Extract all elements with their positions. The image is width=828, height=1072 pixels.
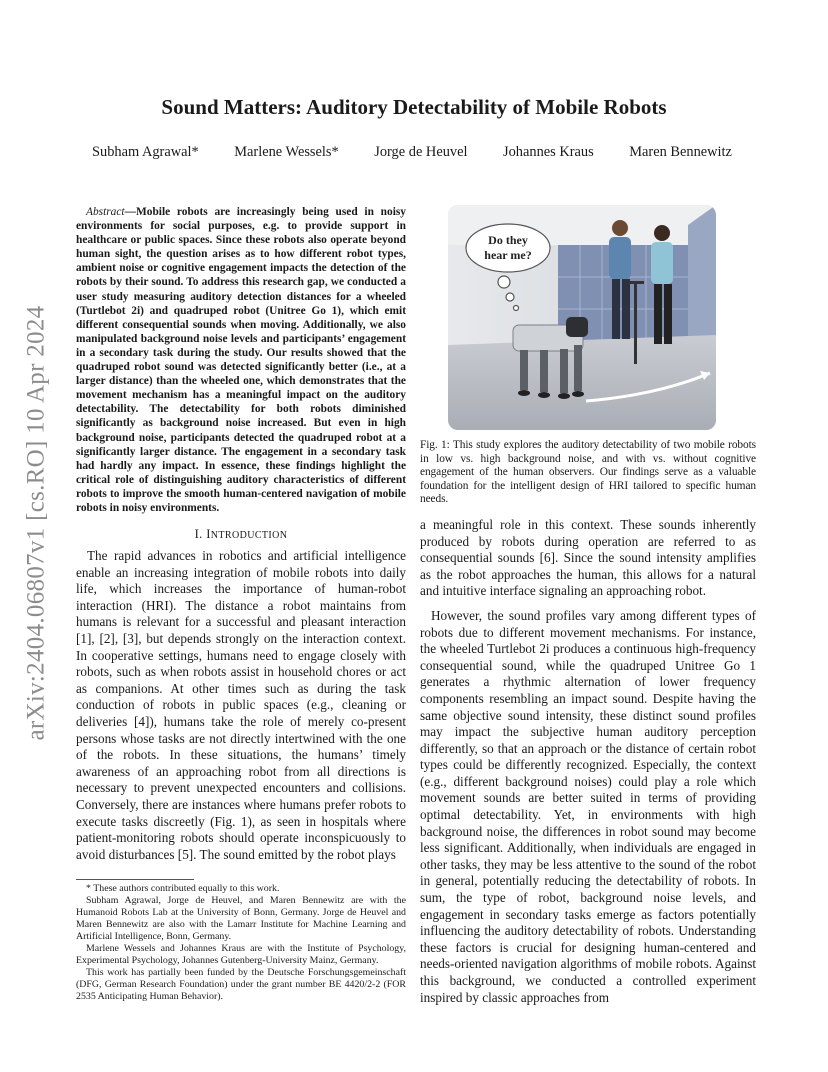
author-name: Maren Bennewitz bbox=[629, 144, 732, 160]
footnote-divider bbox=[76, 879, 194, 880]
abstract-label: Abstract bbox=[86, 206, 125, 218]
paper-title: Sound Matters: Auditory Detectability of Mobile Robots bbox=[161, 95, 667, 119]
intro-paragraph: The rapid advances in robotics and artificial intelligence enable an increasing integration of mobile robots into daily life, which increases the importance of human-robot interaction (HRI). The distance a robot maintains from humans is relevant for a successful and pleasant interaction [1], [2], [3], but depends strongly on the interaction context. In cooperative settings, humans need to engage closely with robots, such as when robots assist in household chores or act as companions. At other times such as during the task conduction of robots in public spaces (e.g., cleaning or deliveries [4]), humans take the role of merely co-present persons whose tasks are not directly intertwined with the one of the robots. In these situations, the humans’ timely awareness of an approaching robot from all directions is necessary to prevent unexpected encounters and collisions. Conversely, there are instances where humans prefer robots to execute tasks discreetly (Fig. 1), as seen in hospitals where patient-monitoring robots should operate inconspicuously to avoid disturbances [5]. The sound emitted by the robot plays bbox=[76, 548, 406, 862]
right-column bbox=[420, 205, 756, 1006]
author-name: Johannes Kraus bbox=[503, 144, 594, 160]
footnote: This work has partially been funded by the Deutsche Forschungsgemeinschaft (DFG, German Research Foundation) under the grant number BE 4420/2-2 (FOR 2535 Anticipating Human Behavior). bbox=[76, 967, 406, 1003]
footnote: Subham Agrawal, Jorge de Heuvel, and Maren Bennewitz are with the Humanoid Robots Lab at the University of Bonn, Germany. Jorge de Heuvel and Maren Bennewitz are also with the Lamarr Institute for Machine Learning and Artificial Intelligence, Bonn, Germany. bbox=[76, 895, 406, 943]
figure-illustration bbox=[448, 205, 716, 430]
author-name: Jorge de Heuvel bbox=[374, 144, 468, 160]
section-heading-introduction bbox=[76, 527, 406, 542]
arxiv-identifier-stamp bbox=[21, 288, 51, 758]
footnote: Marlene Wessels and Johannes Kraus are with the Institute of Psychology, Experimental Psychology, Johannes Gutenberg-University Mainz, Germany. bbox=[76, 943, 406, 967]
arxiv-identifier-text: arXiv:2404.06807v1 [cs.RO] 10 Apr 2024 bbox=[22, 305, 50, 741]
body-paragraph: a meaningful role in this context. These sounds inherently produced by robots during operation are referred to as consequential sounds [6]. Since the sound intensity amplifies as the robot approaches the human, this allows for a natural and intuitive interface signaling an approaching robot. bbox=[420, 516, 756, 599]
speech-bubble-line: Do they bbox=[488, 233, 528, 247]
figure-caption: Fig. 1: This study explores the auditory detectability of two mobile robots in low vs. high background noise, and with vs. without cognitive engagement of the human observers. Our findings serve as a valuable foundation for the intelligent design of HRI tailored to specific human needs. bbox=[420, 439, 756, 506]
author-list bbox=[92, 144, 732, 161]
figure-1-photo bbox=[448, 205, 716, 430]
section-title-rest: NTRODUCTION bbox=[210, 530, 288, 542]
footnote: * These authors contributed equally to this work. bbox=[86, 883, 280, 895]
abstract-dash: — bbox=[124, 206, 136, 218]
abstract bbox=[76, 205, 406, 515]
speech-bubble-line: hear me? bbox=[484, 248, 532, 262]
body-paragraph: However, the sound profiles vary among different types of robots due to different movement mechanisms. For instance, the wheeled Turtlebot 2i produces a continuous high-frequency consequential sound, while the quadruped Unitree Go 1 generates a rhythmic alternation of lower frequency components resembling an impact sound. Despite having the same objective sound intensity, these distinct sound profiles may impact the subjective human auditory perception differently, so that an approach or the distance of certain robot types could be differently recognized. Especially, the context (e.g., different background noises) could play a role which movement sounds are better suited in terms of providing optimal detectability. Yet, in environments with high background noise, the differences in robot sound may become less significant. Additionally, when individuals are engaged in other tasks, they may be less attentive to the sound of the robot in general, potentially reducing the detectability of robots. In sum, the type of robot, background noise levels, and engagement in secondary tasks emerge as factors potentially influencing the auditory detectability of robots. Understanding these factors is crucial for designing human-centered and needs-oriented navigation algorithms of mobile robots. Against this background, we conducted a controlled experiment inspired by classic approaches from bbox=[420, 607, 756, 1005]
author-name: Subham Agrawal* bbox=[92, 144, 199, 160]
section-title-initial: I bbox=[206, 527, 211, 542]
left-column bbox=[76, 205, 406, 1003]
author-name: Marlene Wessels* bbox=[234, 144, 339, 160]
abstract-text: Mobile robots are increasingly being used in noisy environments for social purposes, e.g. to provide support in healthcare or public spaces. Since these robots also operate beyond human sight, the question arises as to how different robot types, ambient noise or cognitive engagement impacts the detection of the robots by their sound. To address this research gap, we conducted a user study measuring auditory detection distances for a wheeled (Turtlebot 2i) and quadruped robot (Unitree Go 1), which emit different consequential sounds when moving. Additionally, we also manipulated background noise levels and participants’ engagement in a secondary task during the study. Our results showed that the quadruped robot sound was detected significantly better (i.e., at a larger distance) than the wheeled one, which demonstrates that the movement mechanism has a meaningful impact on the auditory detectability. The detectability for both robots diminished significantly as background noise increased. But even in high background noise, participants detected the quadruped robot at a significantly larger distance. The engagement in a secondary task had hardly any impact. In essence, these findings highlight the critical role of distinguishing auditory characteristics of different robots to improve the smooth human-centered navigation of mobile robots in noisy environments. bbox=[76, 206, 406, 514]
section-number: I. bbox=[194, 527, 203, 542]
